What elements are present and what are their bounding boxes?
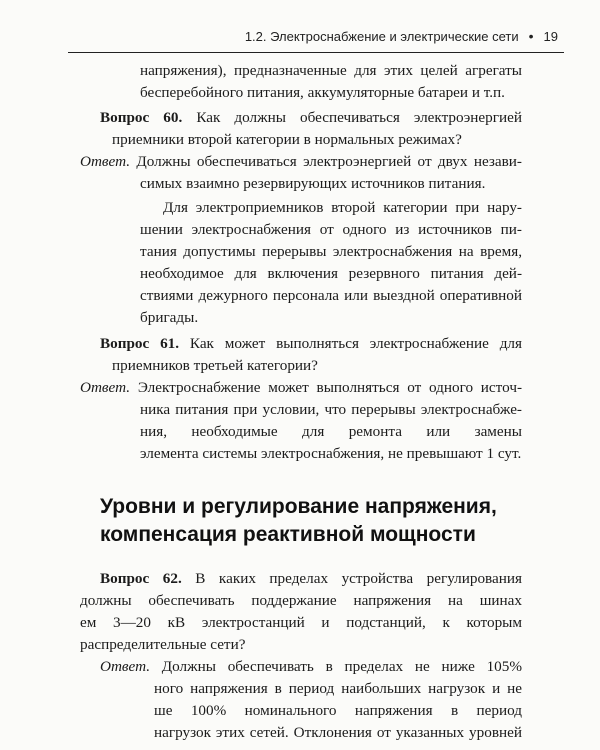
answer-line: Ответ. Электроснабжение может выполняться от одного источ- [80,379,522,396]
answer-line: тания допустимы перерывы электроснабжения на время, [140,243,522,260]
text-line: бесперебойного питания, аккумуляторные батареи и т.п. [140,84,505,101]
question-line: должны обеспечивать поддержание напряжения на шинах [80,592,522,609]
text-line: напряжения), предназначенные для этих целей агрегаты [140,62,522,79]
question-line: Вопрос 60. Как должны обеспечиваться электроэнергией [100,109,522,126]
answer-line: симых взаимно резервирующих источников питания. [140,175,486,192]
answer-label: Ответ. [80,379,131,396]
question-line: ем 3—20 кВ электростанций и подстанций, к которым [80,614,522,631]
section-heading: компенсация реактивной мощности [100,523,476,546]
answer-line: шении электроснабжения от одного из источников пи- [140,221,522,238]
header-bullet: • [528,28,534,44]
answer-line: бригады. [140,309,199,326]
answer-line: ного напряжения в период наибольших нагрузок и не [154,680,522,697]
answer-line: ния, необходимые для ремонта или замены [140,423,522,440]
question-label: Вопрос 61. [100,335,180,352]
question-line: Вопрос 62. В каких пределах устройства регулирования [100,570,522,587]
answer-line: необходимое для включения резервного питания дей- [140,265,522,282]
question-label: Вопрос 60. [100,109,183,126]
answer-line: ствиями дежурного персонала или выездной оперативной [140,287,522,304]
question-line: распределительные сети? [80,636,246,653]
answer-line: ника питания при условии, что перерывы электроснабже- [140,401,522,418]
section-heading: Уровни и регулирование напряжения, [100,495,497,518]
answer-label: Ответ. [100,658,151,675]
answer-line: Ответ. Должны обеспечиваться электроэнергией от двух незави- [80,153,522,170]
answer-line: Для электроприемников второй категории при нару- [163,199,522,216]
header-section-title: 1.2. Электроснабжение и электрические сети [244,28,519,44]
answer-line: ше 100% номинального напряжения в период [154,702,522,719]
question-line: Вопрос 61. Как может выполняться электроснабжение для [100,335,522,352]
header-rule [68,52,564,53]
answer-line: элемента системы электроснабжения, не превышают 1 сут. [140,445,522,462]
running-header [245,28,558,44]
question-label: Вопрос 62. [100,570,182,587]
answer-label: Ответ. [80,153,131,170]
question-line: приемники второй категории в нормальных режимах? [112,131,462,148]
question-line: приемников третьей категории? [112,357,318,374]
answer-line: нагрузок этих сетей. Отклонения от указанных уровней [154,724,522,741]
page-number: 19 [543,28,558,44]
answer-line: Ответ. Должны обеспечивать в пределах не ниже 105% [100,658,522,675]
